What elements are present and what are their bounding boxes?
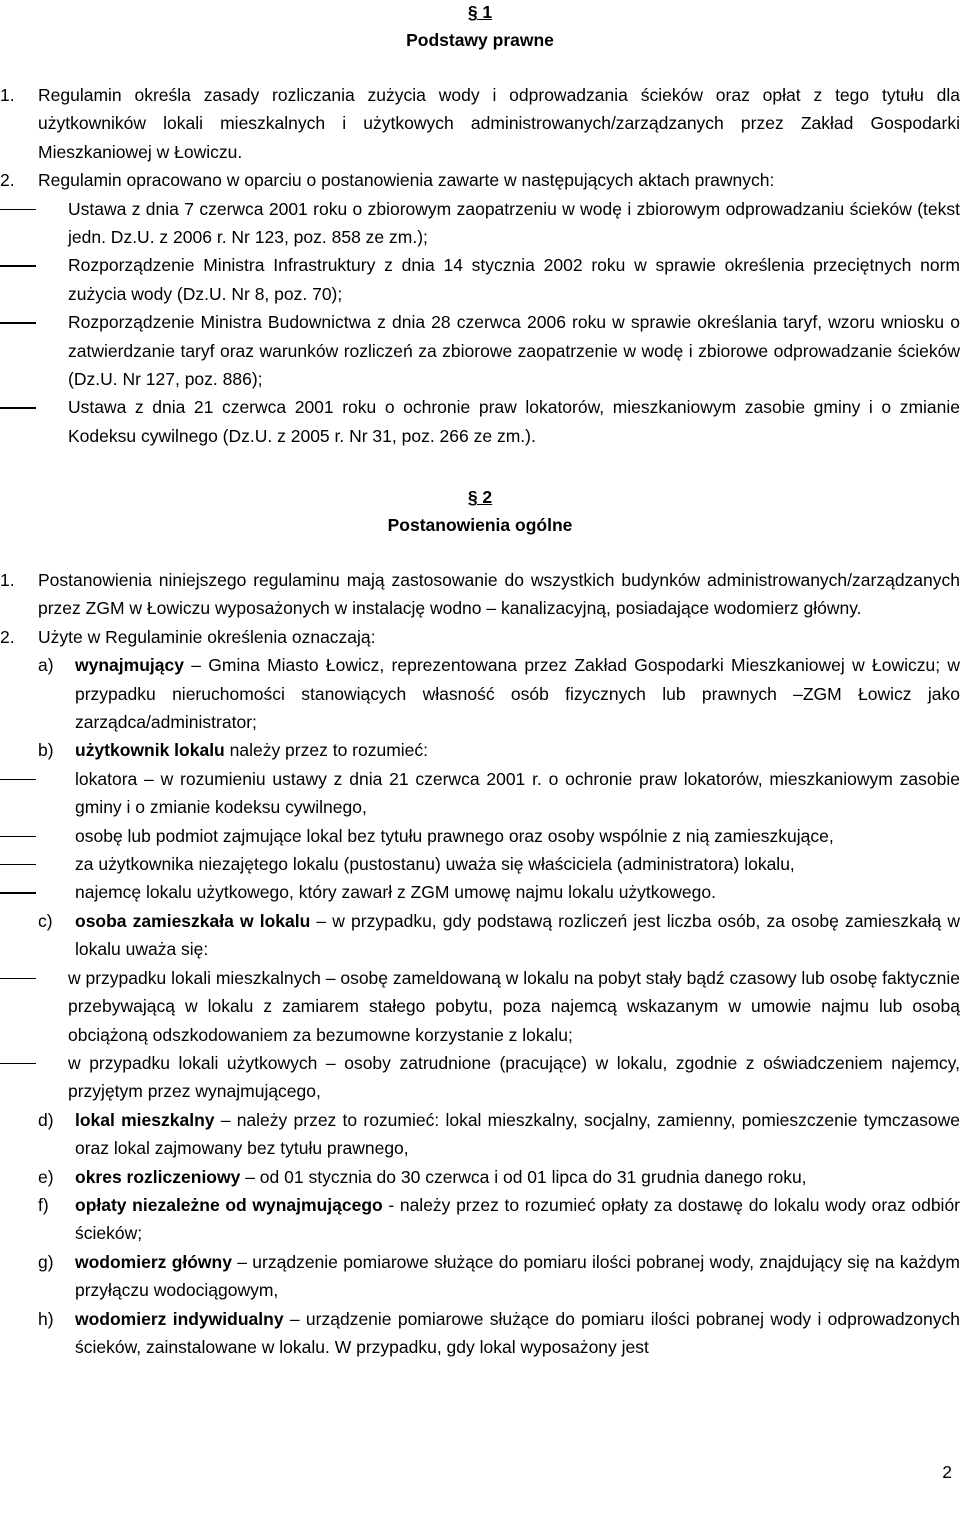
definition-letter: a) [38,655,54,676]
paragraph-1-1 [0,81,960,166]
definition-c-item-text: w przypadku lokali użytkowych – osoby zatrudnione (pracujące) w lokalu, zgodnie z oświadczeniem najemcy, przyjętym przez wynajmującego, [68,1052,960,1102]
definition-text: – urządzenie pomiarowe służące do pomiaru ilości pobranej wody, znajdujący się na każdym przyłączu wodociągowym, [75,1251,960,1301]
definition-b-item-text: lokatora – w rozumieniu ustawy z dnia 21 czerwca 2001 r. o ochronie praw lokatorów, mieszkaniowym zasobie gminy i o zmianie kodeksu cywilnego, [75,768,960,818]
definition-term: opłaty niezależne od wynajmującego [75,1194,383,1215]
section-2-number: § 2 [467,487,493,507]
dash-bullet [0,978,36,979]
paragraph-number: 1. [0,570,15,590]
definition-c [0,907,960,964]
dash-bullet [0,892,36,893]
paragraph-text: Użyte w Regulaminie określenia oznaczają: [38,626,376,647]
legal-act-item [0,308,960,393]
definition-letter: d) [38,1109,54,1130]
legal-act-text: Rozporządzenie Ministra Infrastruktury z dnia 14 stycznia 2002 roku w sprawie określenia przeciętnych norm zużycia wody (Dz.U. Nr 8, poz. 70); [68,255,960,304]
paragraph-text: Postanowienia niniejszego regulaminu mają zastosowanie do wszystkich budynków administrowanych/zarządzanych przez ZGM w Łowiczu wyposażonych w instalację wodno – kanalizacyjną, posiadające wodomierz główny. [38,570,960,619]
definition-letter: g) [38,1251,54,1272]
definition-term: wodomierz główny [75,1251,232,1272]
definition-b-item [0,850,960,878]
definition-e [0,1163,960,1191]
legal-act-text: Ustawa z dnia 21 czerwca 2001 roku o ochronie praw lokatorów, mieszkaniowym zasobie gminy i o zmianie Kodeksu cywilnego (Dz.U. z 2005 r. Nr 31, poz. 266 ze zm.). [68,397,960,446]
dash-bullet [0,407,36,408]
dash-bullet [0,1063,36,1064]
section-2-heading [0,483,960,539]
definition-a [0,651,960,736]
definition-text: należy przez to rozumieć: [224,740,429,761]
definition-f [0,1191,960,1248]
section-2-title: Postanowienia ogólne [387,515,573,535]
definition-term: użytkownik lokalu [75,740,225,761]
definition-letter: b) [38,740,54,761]
paragraph-1-2 [0,166,960,194]
definition-text: – od 01 stycznia do 30 czerwca i od 01 lipca do 31 grudnia danego roku, [240,1166,807,1187]
definition-d [0,1106,960,1163]
paragraph-text: Regulamin określa zasady rozliczania zużycia wody i odprowadzania ścieków oraz opłat z tego tytułu dla użytkowników lokali mieszkalnych i użytkowych administrowanych/zarządzanych przez Zakład Gospodarki Mieszkaniowej w Łowiczu. [38,85,960,162]
definition-text: – Gmina Miasto Łowicz, reprezentowana przez Zakład Gospodarki Mieszkaniowej w Łowiczu; w przypadku nieruchomości stanowiących własność osób fizycznych lub prawnych –ZGM Łowicz jako zarządca/administrator; [75,655,960,733]
definition-b-item [0,822,960,850]
dash-bullet [0,265,36,266]
definition-c-item [0,1049,960,1106]
paragraph-text: Regulamin opracowano w oparciu o postanowienia zawarte w następujących aktach prawnych: [38,170,775,191]
definition-term: lokal mieszkalny [75,1109,215,1130]
definition-term: wynajmujący [75,655,184,676]
section-2-body [0,566,960,1361]
definition-h [0,1305,960,1362]
definition-c-item [0,964,960,1049]
definition-b-item [0,878,960,906]
paragraph-2-2 [0,623,960,651]
definition-text: - należy przez to rozumieć opłaty za dostawę do lokalu wody oraz odbiór ścieków; [75,1194,960,1244]
section-1-heading [0,0,960,54]
dash-bullet [0,209,36,210]
section-1-body [0,81,960,450]
definition-b-item-text: najemcę lokalu użytkowego, który zawarł z ZGM umowę najmu lokalu użytkowego. [75,882,716,903]
definition-term: wodomierz indywidualny [75,1308,284,1329]
paragraph-number: 2. [0,626,15,647]
legal-act-text: Ustawa z dnia 7 czerwca 2001 roku o zbiorowym zaopatrzeniu w wodę i zbiorowym odprowadzaniu ścieków (tekst jedn. Dz.U. z 2006 r. Nr 123, poz. 858 ze zm.); [68,198,960,248]
legal-act-item [0,195,960,252]
dash-bullet [0,836,36,837]
definition-letter: h) [38,1308,54,1329]
definition-letter: c) [38,910,53,931]
definition-term: osoba zamieszkała w lokalu [75,910,311,931]
legal-act-item [0,251,960,308]
definition-c-item-text: w przypadku lokali mieszkalnych – osobę zameldowaną w lokalu na pobyt stały bądź czasowy lub osobę faktycznie przebywającą w lokalu z zamiarem stałego pobytu, poza najemcą wskazanym w umowie najmu lub osobą obciążoną odszkodowaniem za bezumowne korzystanie z lokalu; [68,967,960,1045]
definition-text: – urządzenie pomiarowe służące do pomiaru ilości pobranej wody i odprowadzonych ścieków, zainstalowane w lokalu. W przypadku, gdy lokal wyposażony jest [75,1308,960,1357]
definition-b-item [0,765,960,822]
legal-act-item [0,393,960,450]
legal-act-text: Rozporządzenie Ministra Budownictwa z dnia 28 czerwca 2006 roku w sprawie określania taryf, wzoru wniosku o zatwierdzanie taryf oraz warunków rozliczeń za zbiorowe zaopatrzenie w wodę i zbiorowe odprowadzanie ścieków (Dz.U. Nr 127, poz. 886); [68,312,960,390]
definition-b [0,736,960,764]
definition-text: – w przypadku, gdy podstawą rozliczeń jest liczba osób, za osobę zamieszkałą w lokalu uważa się: [75,910,960,960]
definition-text: – należy przez to rozumieć: lokal mieszkalny, socjalny, zamienny, pomieszczenie tymczasowe oraz lokal zajmowany bez tytułu prawnego, [75,1109,960,1159]
paragraph-2-1 [0,566,960,623]
definition-letter: e) [38,1166,54,1187]
dash-bullet [0,864,36,865]
page-number: 2 [942,1462,952,1482]
dash-bullet [0,779,36,780]
definition-term: okres rozliczeniowy [75,1166,241,1187]
definition-letter: f) [38,1194,49,1215]
dash-bullet [0,322,36,323]
definition-g [0,1248,960,1305]
section-1-title: Podstawy prawne [406,30,554,50]
section-1-number: § 1 [467,2,493,22]
paragraph-number: 2. [0,170,15,191]
definition-b-item-text: osobę lub podmiot zajmujące lokal bez tytułu prawnego oraz osoby wspólnie z nią zamieszkujące, [75,825,834,846]
definition-b-item-text: za użytkownika niezajętego lokalu (pustostanu) uważa się właściciela (administratora) lokalu, [75,854,795,875]
paragraph-number: 1. [0,85,15,105]
